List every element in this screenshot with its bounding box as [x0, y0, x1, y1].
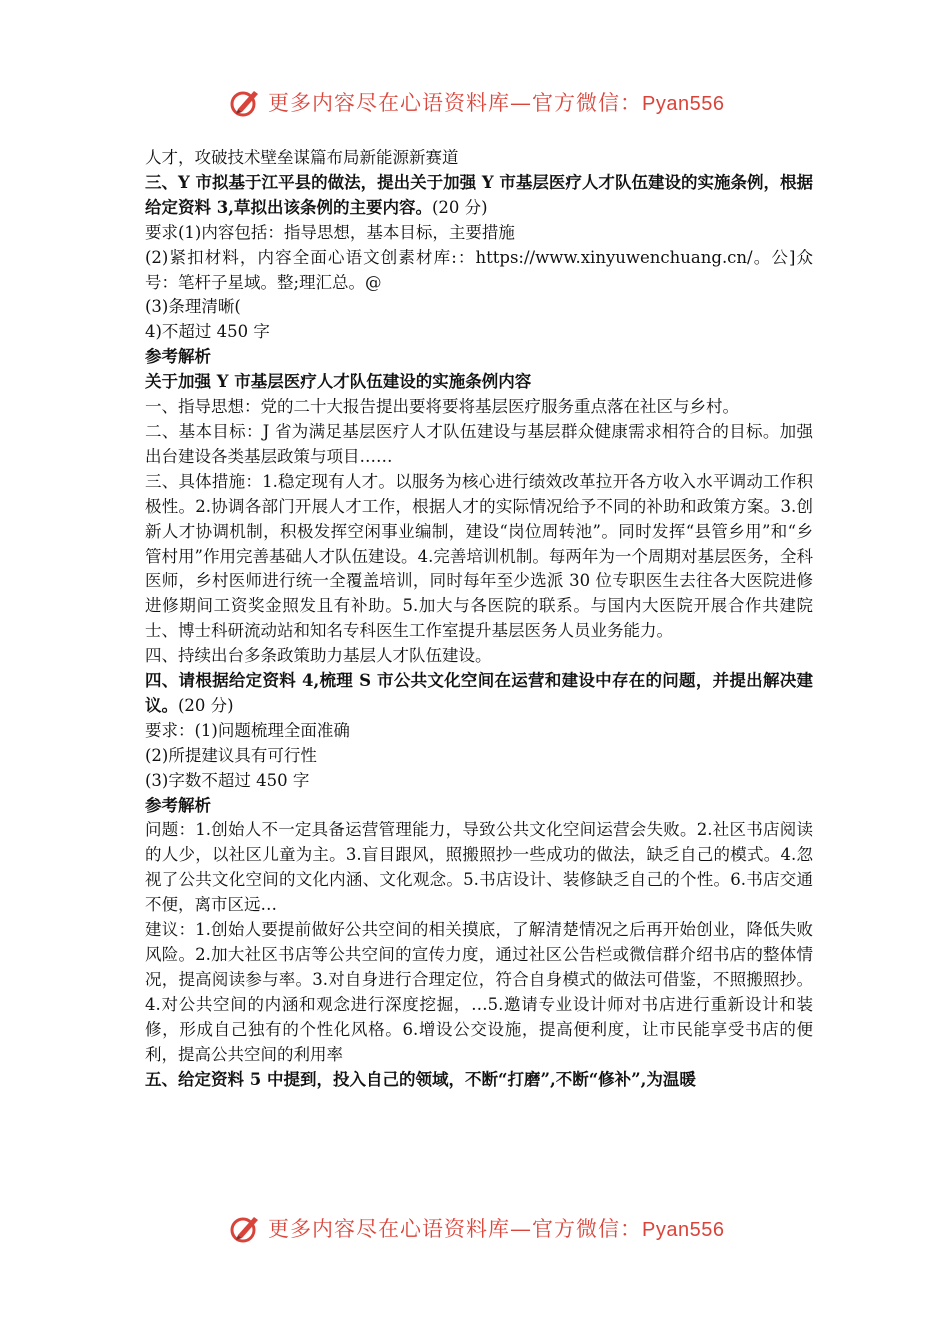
- wechat-account: Pyan556: [642, 1219, 725, 1241]
- question-4-heading: 四、请根据给定资料 4,梳理 S 市公共文化空间在运营和建设中存在的问题，并提出解决建议。(20 分): [145, 671, 813, 715]
- section-heading: 参考解析: [145, 795, 211, 815]
- wechat-account: Pyan556: [642, 93, 725, 115]
- header-banner: [228, 82, 724, 122]
- footer-banner: [228, 1208, 724, 1248]
- section-heading: 参考解析: [145, 347, 211, 367]
- text-line: (3)条理清晰(: [145, 297, 241, 317]
- pen-logo-icon: [228, 1211, 262, 1245]
- text-paragraph: 二、基本目标：J 省为满足基层医疗人才队伍建设与基层群众健康需求相符合的目标。加强出台建设各类基层政策与项目……: [145, 421, 813, 466]
- text-line: 要求(1)内容包括：指导思想，基本目标，主要措施: [145, 222, 515, 242]
- text-line: 人才，攻破技术壁垒谋篇布局新能源新赛道: [145, 148, 459, 167]
- document-body: [145, 146, 813, 1092]
- text-paragraph: 问题：1.创始人不一定具备运营管理能力，导致公共文化空间运营会失败。2.社区书店阅读的人少，以社区儿童为主。3.盲目跟风，照搬照抄一些成功的做法，缺乏自己的模式。4.忽视了公共文化空间的文化内涵、文化观念。5.书店设计、装修缺乏自己的个性。6.书店交通不便，离市区远…: [145, 820, 813, 915]
- text-line: 4)不超过 450 字: [145, 322, 270, 342]
- section-heading: 关于加强 Y 市基层医疗人才队伍建设的实施条例内容: [145, 372, 532, 392]
- question-5-heading: 五、给定资料 5 中提到，投入自己的领域，不断“打磨”,不断“修补”,为温暖: [145, 1069, 696, 1089]
- pen-logo-icon: [228, 85, 262, 119]
- text-paragraph: 一、指导思想：党的二十大报告提出要将要将基层医疗服务重点落在社区与乡村。: [145, 397, 739, 417]
- banner-text: 更多内容尽在心语资料库—官方微信：Pyan556: [268, 91, 725, 115]
- text-line: (2)紧扣材料，内容全面心语文创素材库:：https://www.xinyuwenchuang.cn/。公]众号：笔杆子星域。整;理汇总。@: [145, 247, 813, 292]
- text-line: (2)所提建议具有可行性: [145, 745, 317, 765]
- text-line: 要求：(1)问题梳理全面准确: [145, 720, 350, 740]
- banner-text: 更多内容尽在心语资料库—官方微信：Pyan556: [268, 1217, 725, 1241]
- text-paragraph: 建议：1.创始人要提前做好公共空间的相关摸底，了解清楚情况之后再开始创业，降低失败风险。2.加大社区书店等公共空间的宣传力度，通过社区公告栏或微信群介绍书店的整体情况，提高阅读参与率。3.对自身进行合理定位，符合自身模式的做法可借鉴，不照搬照抄。4.对公共空间的内涵和观念进行深度挖掘，…5.邀请专业设计师对书店进行重新设计和装修，形成自己独有的个性化风格。6.增设公交设施，提高便利度，让市民能享受书店的便利，提高公共空间的利用率: [145, 920, 813, 1064]
- question-3-heading: 三、Y 市拟基于江平县的做法，提出关于加强 Y 市基层医疗人才队伍建设的实施条例，根据给定资料 3,草拟出该条例的主要内容。(20 分): [145, 172, 813, 217]
- text-paragraph: 三、具体措施：1.稳定现有人才。以服务为核心进行绩效改革拉开各方收入水平调动工作积极性。2.协调各部门开展人才工作，根据人才的实际情况给予不同的补助和政策方案。3.创新人才协调机制，积极发挥空闲事业编制，建设“岗位周转池”。同时发挥“县管乡用”和“乡管村用”作用完善基础人才队伍建设。4.完善培训机制。每两年为一个周期对基层医务，全科医师，乡村医师进行统一全覆盖培训，同时每年至少选派 30 位专职医生去往各大医院进修进修期间工资奖金照发且有补助。5.加大与各医院的联系。与国内大医院开展合作共建院士、博士科研流动站和知名专科医生工作室提升基层医务人员业务能力。: [145, 471, 813, 641]
- text-line: 四、持续出台多条政策助力基层人才队伍建设。: [145, 646, 492, 666]
- text-line: (3)字数不超过 450 字: [145, 770, 310, 790]
